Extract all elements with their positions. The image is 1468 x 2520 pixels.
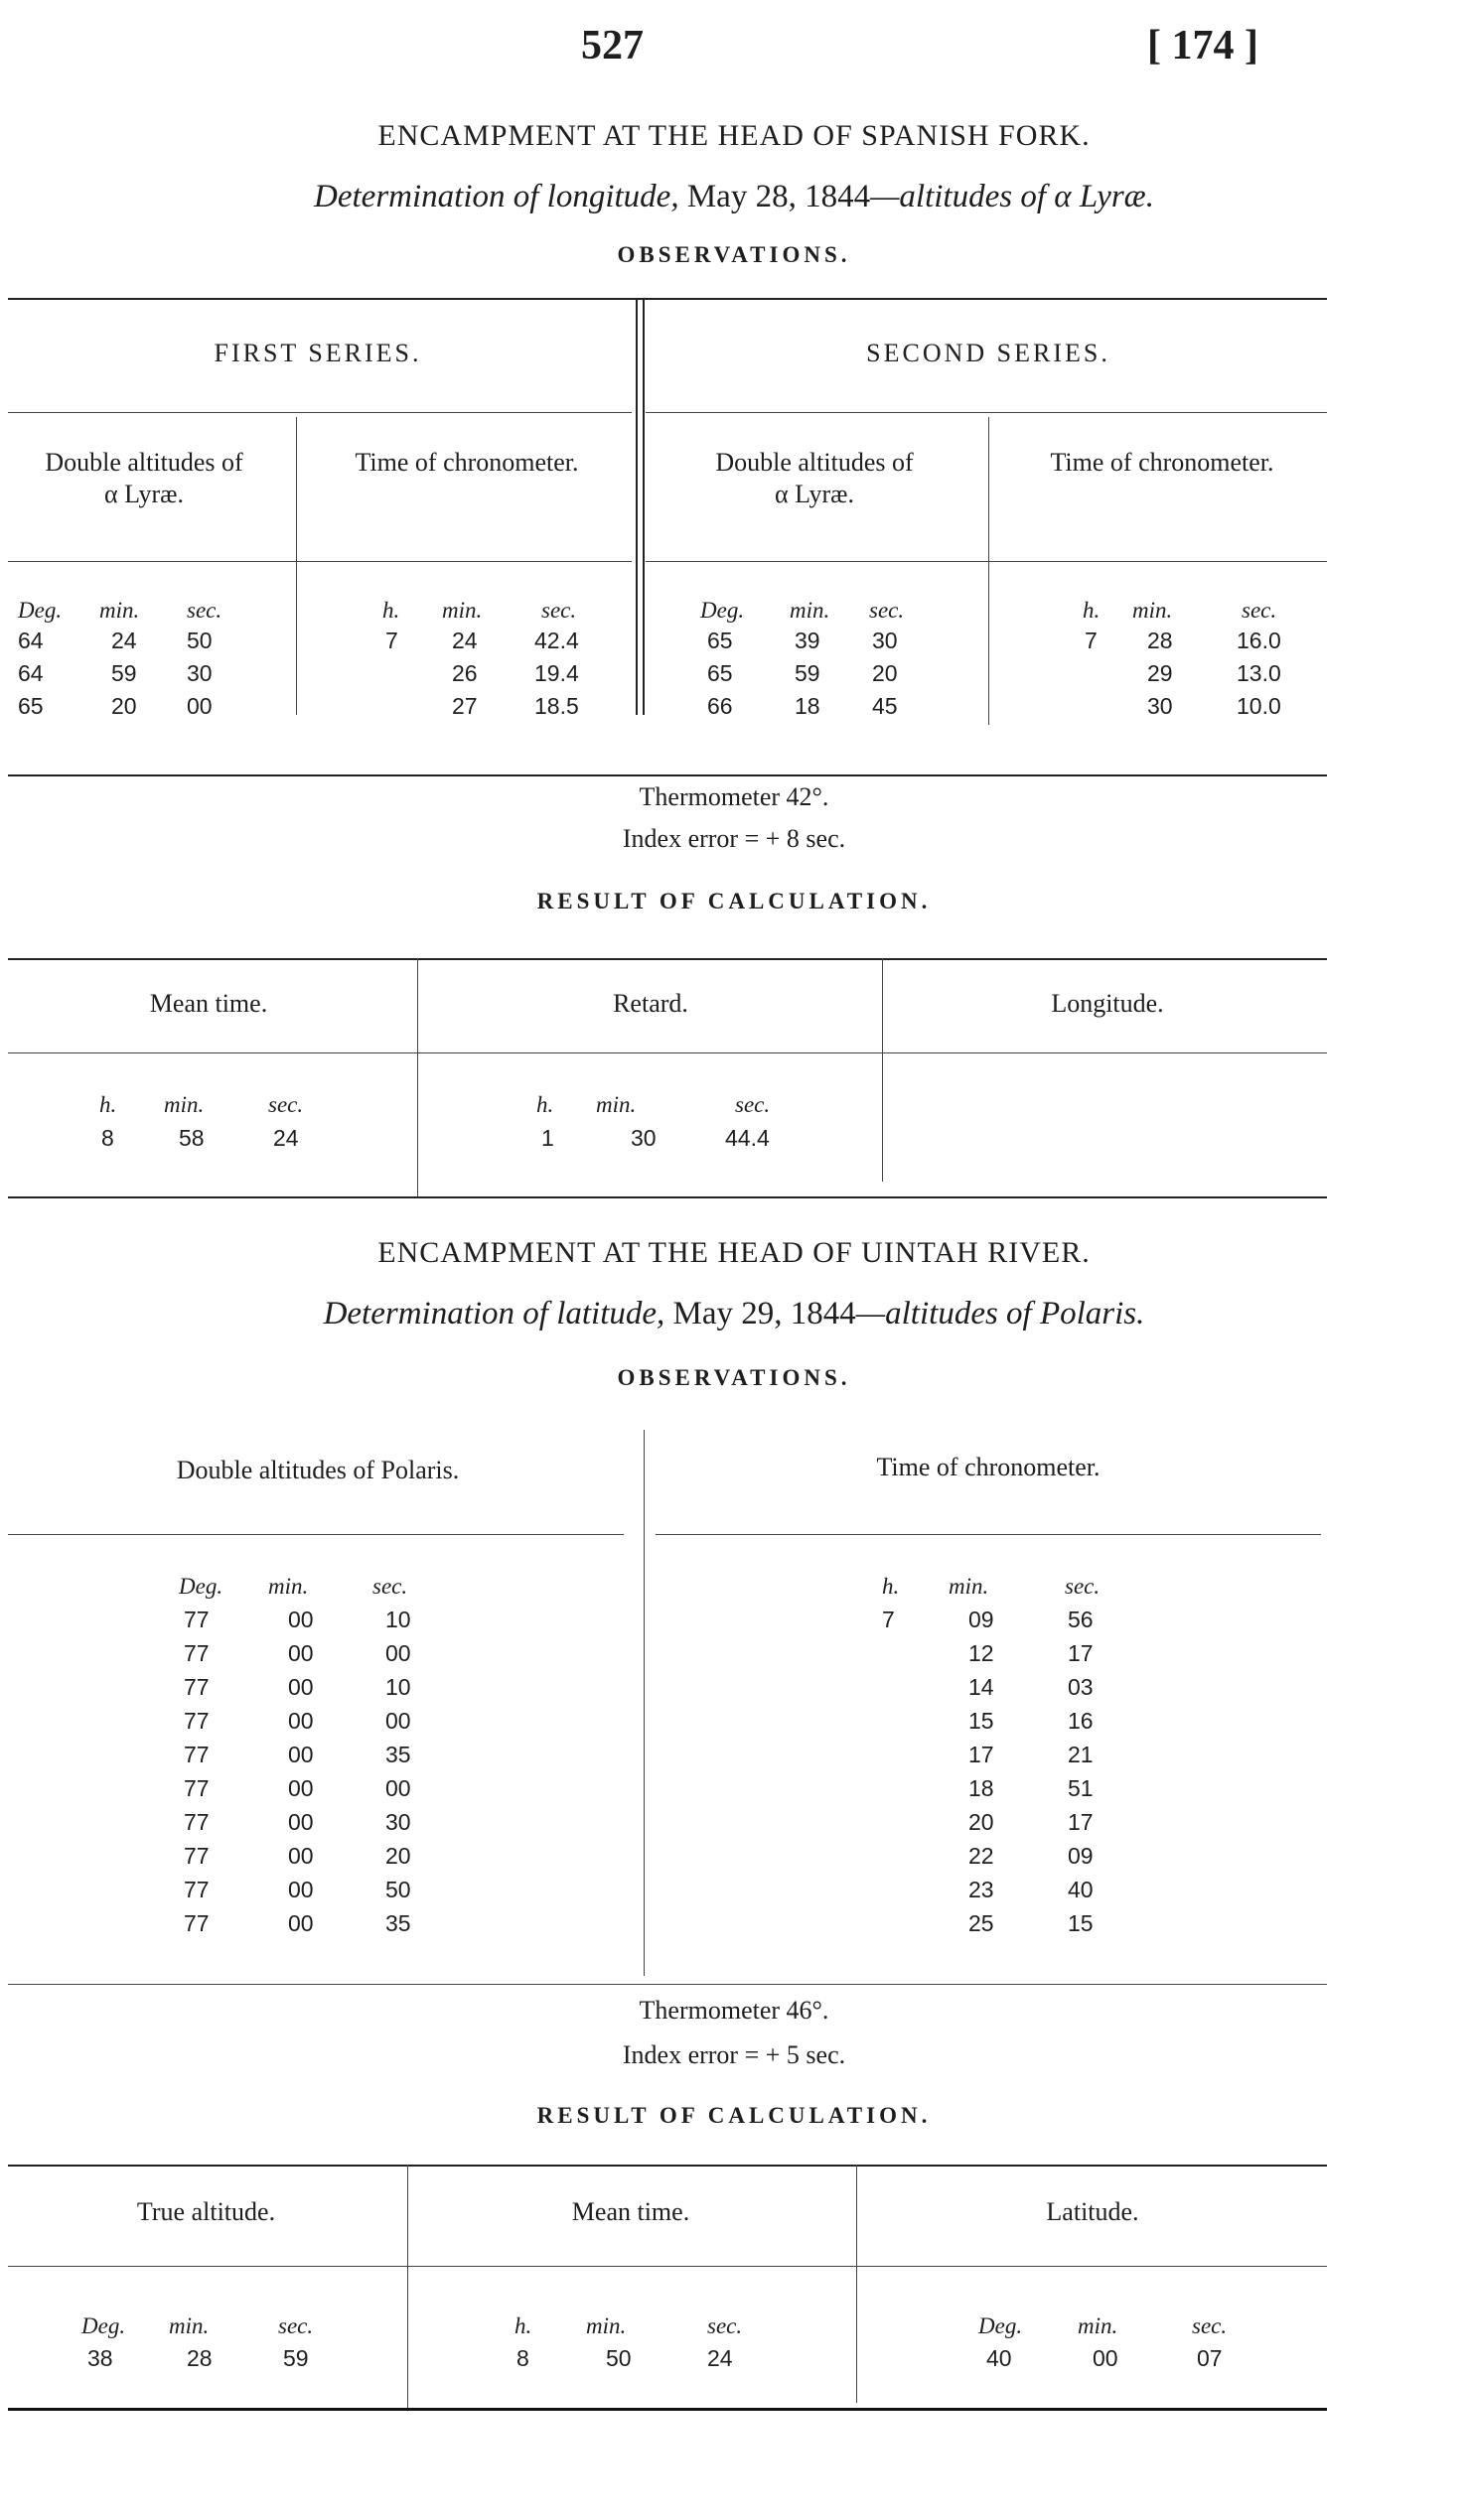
cell: 19.4	[534, 660, 579, 686]
cell: 77	[184, 1607, 210, 1632]
cell: 30	[385, 1809, 411, 1835]
cell: 66	[707, 693, 733, 719]
result-label-1: RESULT OF CALCULATION.	[536, 889, 932, 913]
cell: 65	[18, 693, 44, 719]
cell: 77	[184, 1809, 210, 1835]
section2-subtitle	[0, 1296, 1468, 1332]
header-mean-time: Mean time.	[571, 2197, 690, 2226]
cell: 77	[184, 1742, 210, 1767]
unit-label: sec.	[187, 598, 222, 623]
header-time-of-chronometer-1: Time of chronometer.	[355, 448, 579, 477]
cell: 00	[288, 1809, 314, 1835]
cell: 18	[968, 1775, 994, 1801]
cell: 00	[385, 1708, 411, 1734]
cell: 00	[187, 693, 213, 719]
cell: 14	[968, 1674, 994, 1700]
cell: 00	[385, 1640, 411, 1666]
cell: 77	[184, 1775, 210, 1801]
unit-label: Deg.	[81, 2313, 126, 2338]
unit-label: min.	[790, 598, 830, 623]
unit-label: min.	[949, 1574, 989, 1599]
table-rule	[8, 2266, 1327, 2267]
unit-label: h.	[382, 598, 400, 623]
subtitle-date: May 29, 1844	[672, 1296, 856, 1331]
unit-label: h.	[536, 1092, 554, 1117]
table-rule	[8, 412, 632, 413]
cell: 26	[452, 660, 478, 686]
cell: 45	[872, 693, 898, 719]
first-series-header: FIRST SERIES.	[214, 339, 422, 367]
result-label-2: RESULT OF CALCULATION.	[536, 2103, 932, 2128]
cell: 16.0	[1237, 628, 1281, 653]
cell: 8	[101, 1125, 114, 1151]
cell: 17	[1068, 1640, 1094, 1666]
table-divider	[856, 2165, 857, 2403]
unit-label: sec.	[869, 598, 905, 623]
cell: 18	[795, 693, 820, 719]
cell: 50	[187, 628, 213, 653]
unit-label: h.	[99, 1092, 117, 1117]
unit-label: min.	[586, 2313, 627, 2338]
table-rule	[8, 298, 1327, 300]
cell: 17	[1068, 1809, 1094, 1835]
cell: 59	[283, 2345, 309, 2371]
cell: 00	[288, 1877, 314, 1902]
unit-label: sec.	[1242, 598, 1277, 623]
table-divider	[417, 958, 418, 1196]
cell: 8	[516, 2345, 529, 2371]
cell: 35	[385, 1910, 411, 1936]
table-rule	[8, 774, 1327, 776]
cell: 58	[179, 1125, 205, 1151]
unit-label: sec.	[707, 2313, 743, 2338]
thermometer-note-1: Thermometer 42°.	[639, 782, 829, 811]
unit-label: min.	[1132, 598, 1173, 623]
unit-label: Deg.	[978, 2313, 1023, 2338]
cell: 7	[385, 628, 398, 653]
subtitle-post: —altitudes of Polaris.	[855, 1296, 1145, 1331]
header-time-of-chronometer: Time of chronometer.	[876, 1453, 1101, 1481]
header-time-of-chronometer-2: Time of chronometer.	[1050, 448, 1274, 477]
cell: 00	[288, 1640, 314, 1666]
cell: 10	[385, 1607, 411, 1632]
unit-label: min.	[268, 1574, 309, 1599]
cell: 77	[184, 1708, 210, 1734]
cell: 20	[111, 693, 137, 719]
header-longitude: Longitude.	[1051, 989, 1164, 1018]
table-rule	[8, 1984, 1327, 1985]
unit-label: sec.	[541, 598, 577, 623]
table-rule	[8, 1534, 624, 1535]
unit-label: sec.	[735, 1092, 771, 1117]
table-rule	[8, 1196, 1327, 1198]
table-divider	[643, 298, 645, 715]
cell: 27	[452, 693, 478, 719]
cell: 64	[18, 628, 44, 653]
table-rule	[8, 561, 632, 562]
cell: 13.0	[1237, 660, 1281, 686]
cell: 77	[184, 1910, 210, 1936]
table-divider	[644, 1430, 645, 1976]
cell: 16	[1068, 1708, 1094, 1734]
thermometer-note-2: Thermometer 46°.	[639, 1996, 829, 2025]
header-true-altitude: True altitude.	[136, 2197, 276, 2226]
cell: 44.4	[725, 1125, 770, 1151]
unit-label: sec.	[278, 2313, 314, 2338]
cell: 77	[184, 1674, 210, 1700]
table-rule	[8, 958, 1327, 960]
cell: 24	[273, 1125, 299, 1151]
cell: 00	[288, 1775, 314, 1801]
cell: 30	[1147, 693, 1173, 719]
cell: 22	[968, 1843, 994, 1869]
header-mean-time: Mean time.	[149, 989, 268, 1018]
cell: 21	[1068, 1742, 1094, 1767]
cell: 28	[1147, 628, 1173, 653]
cell: 03	[1068, 1674, 1094, 1700]
cell: 18.5	[534, 693, 579, 719]
table-divider	[988, 417, 989, 725]
cell: 23	[968, 1877, 994, 1902]
cell: 09	[1068, 1843, 1094, 1869]
unit-label: min.	[164, 1092, 205, 1117]
subtitle-post: —altitudes of α Lyræ.	[870, 179, 1154, 214]
cell: 10.0	[1237, 693, 1281, 719]
index-error-note-2: Index error = + 5 sec.	[622, 2040, 846, 2069]
cell: 15	[968, 1708, 994, 1734]
cell: 42.4	[534, 628, 579, 653]
cell: 20	[968, 1809, 994, 1835]
subtitle-pre: Determination of longitude,	[314, 179, 687, 214]
table-divider	[636, 298, 638, 715]
cell: 50	[606, 2345, 632, 2371]
cell: 00	[288, 1607, 314, 1632]
table-rule	[8, 2165, 1327, 2167]
cell: 07	[1197, 2345, 1223, 2371]
table-rule	[8, 2408, 1327, 2411]
cell: 00	[288, 1674, 314, 1700]
table-divider	[296, 417, 297, 715]
cell: 29	[1147, 660, 1173, 686]
section2-title: ENCAMPMENT AT THE HEAD OF UINTAH RIVER.	[377, 1236, 1091, 1269]
header-double-altitudes-1: Double altitudes of α Lyræ.	[45, 448, 243, 508]
cell: 77	[184, 1877, 210, 1902]
cell: 00	[1093, 2345, 1118, 2371]
cell: 30	[187, 660, 213, 686]
table-rule	[656, 1534, 1321, 1535]
cell: 59	[795, 660, 820, 686]
cell: 15	[1068, 1910, 1094, 1936]
unit-label: sec.	[268, 1092, 304, 1117]
table-rule	[646, 412, 1327, 413]
cell: 40	[986, 2345, 1012, 2371]
cell: 10	[385, 1674, 411, 1700]
cell: 64	[18, 660, 44, 686]
cell: 25	[968, 1910, 994, 1936]
unit-label: min.	[99, 598, 140, 623]
table-divider	[882, 958, 883, 1182]
unit-label: Deg.	[179, 1574, 223, 1599]
header-double-altitudes-polaris: Double altitudes of Polaris.	[176, 1456, 460, 1484]
cell: 59	[111, 660, 137, 686]
cell: 17	[968, 1742, 994, 1767]
cell: 00	[385, 1775, 411, 1801]
unit-label: sec.	[1192, 2313, 1228, 2338]
cell: 30	[631, 1125, 657, 1151]
cell: 7	[882, 1607, 895, 1632]
page-number-left: 527	[581, 23, 644, 69]
unit-label: min.	[169, 2313, 210, 2338]
table-rule	[646, 561, 1327, 562]
section1-observations-label: OBSERVATIONS.	[617, 242, 851, 267]
unit-label: h.	[882, 1574, 900, 1599]
unit-label: h.	[514, 2313, 532, 2338]
cell: 28	[187, 2345, 213, 2371]
cell: 56	[1068, 1607, 1094, 1632]
page-number-right: [ 174 ]	[1147, 23, 1258, 69]
cell: 77	[184, 1640, 210, 1666]
cell: 12	[968, 1640, 994, 1666]
second-series-header: SECOND SERIES.	[866, 339, 1110, 367]
cell: 65	[707, 660, 733, 686]
cell: 65	[707, 628, 733, 653]
cell: 1	[541, 1125, 554, 1151]
cell: 38	[87, 2345, 113, 2371]
cell: 00	[288, 1843, 314, 1869]
header-retard: Retard.	[613, 989, 688, 1018]
unit-label: h.	[1083, 598, 1101, 623]
cell: 50	[385, 1877, 411, 1902]
cell: 40	[1068, 1877, 1094, 1902]
section1-title: ENCAMPMENT AT THE HEAD OF SPANISH FORK.	[377, 119, 1091, 152]
cell: 24	[111, 628, 137, 653]
unit-label: sec.	[372, 1574, 408, 1599]
cell: 51	[1068, 1775, 1094, 1801]
unit-label: Deg.	[18, 598, 63, 623]
cell: 39	[795, 628, 820, 653]
cell: 00	[288, 1708, 314, 1734]
cell: 30	[872, 628, 898, 653]
cell: 00	[288, 1910, 314, 1936]
header-double-altitudes-2: Double altitudes of α Lyræ.	[715, 448, 914, 508]
cell: 09	[968, 1607, 994, 1632]
cell: 7	[1085, 628, 1098, 653]
unit-label: min.	[1078, 2313, 1118, 2338]
cell: 24	[707, 2345, 733, 2371]
cell: 20	[385, 1843, 411, 1869]
unit-label: min.	[442, 598, 483, 623]
unit-label: Deg.	[700, 598, 745, 623]
index-error-note-1: Index error = + 8 sec.	[622, 824, 846, 853]
header-latitude: Latitude.	[1046, 2197, 1139, 2226]
cell: 24	[452, 628, 478, 653]
section2-observations-label: OBSERVATIONS.	[617, 1365, 851, 1390]
subtitle-date: May 28, 1844	[686, 179, 871, 214]
cell: 35	[385, 1742, 411, 1767]
section1-subtitle	[0, 179, 1468, 215]
table-divider	[407, 2165, 408, 2408]
cell: 00	[288, 1742, 314, 1767]
table-rule	[8, 1052, 1327, 1053]
unit-label: min.	[596, 1092, 637, 1117]
subtitle-pre: Determination of latitude,	[323, 1296, 673, 1331]
cell: 20	[872, 660, 898, 686]
unit-label: sec.	[1065, 1574, 1101, 1599]
cell: 77	[184, 1843, 210, 1869]
